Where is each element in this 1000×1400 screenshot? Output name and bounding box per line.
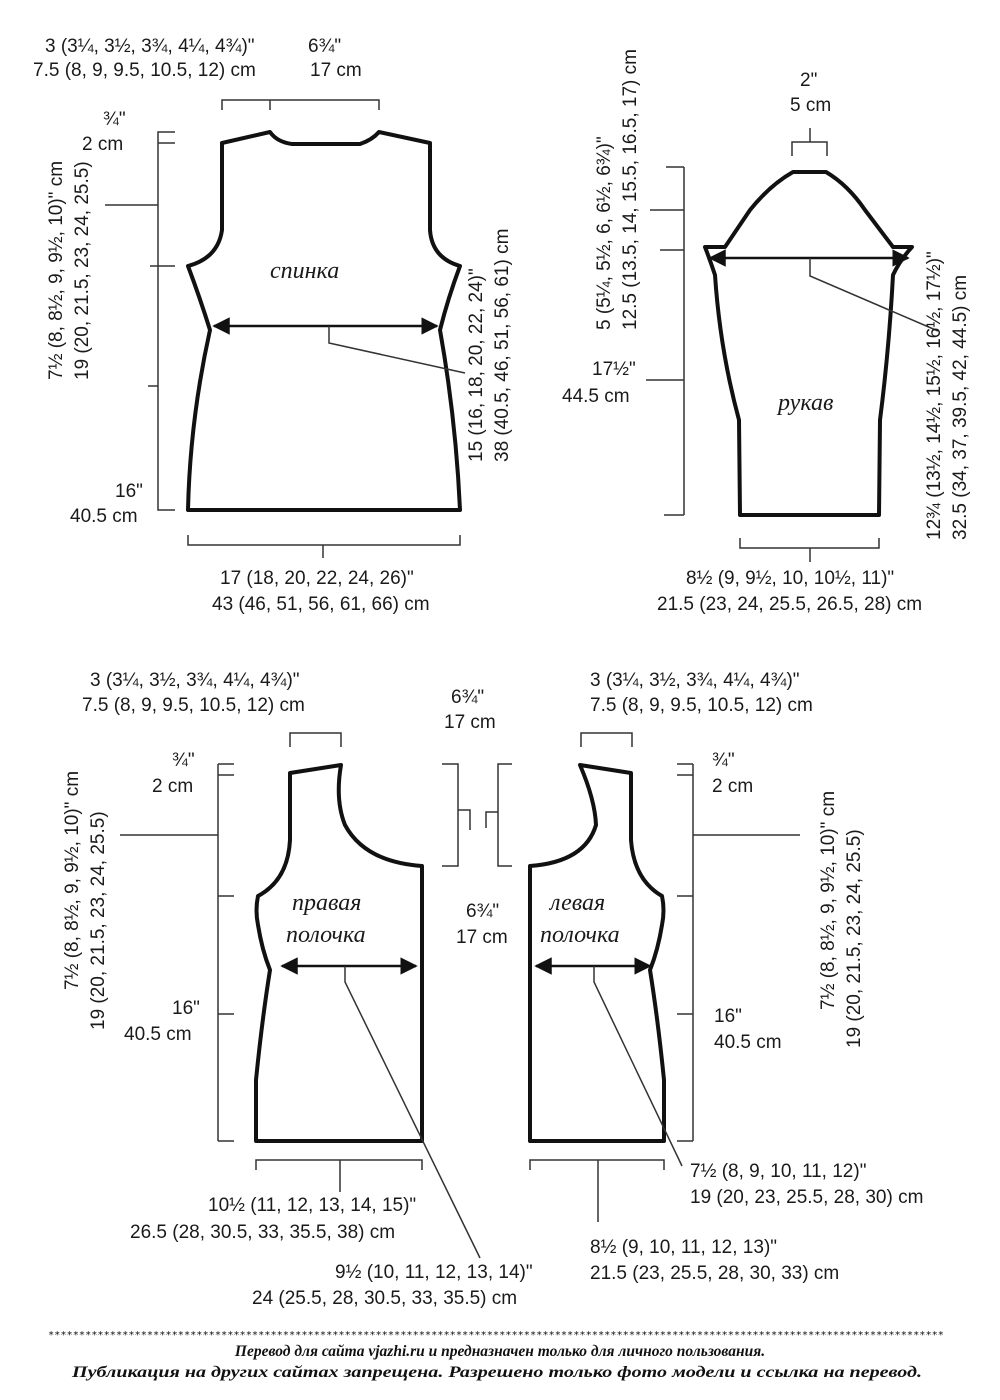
left-front-armhole-in: 7½ (8, 8½, 9, 9½, 10)" cm bbox=[818, 790, 839, 1010]
sleeve-length-cm: 44.5 cm bbox=[562, 386, 630, 407]
footer-line-1: Перевод для сайта vjazhi.ru и предназначен только для личного пользования. bbox=[234, 1343, 766, 1360]
right-front-armhole-cm: 19 (20, 21.5, 23, 24, 25.5) bbox=[88, 811, 109, 1030]
left-front-drop-in: ¾" bbox=[712, 750, 735, 771]
sleeve-cap-cm: 12.5 (13.5, 14, 15.5, 16.5, 17) cm bbox=[620, 49, 641, 330]
right-front-title-1: правая bbox=[292, 890, 362, 916]
left-front-shoulder-cm: 7.5 (8, 9, 9.5, 10.5, 12) cm bbox=[590, 695, 813, 716]
back-top-dim bbox=[222, 100, 379, 110]
left-front-top-dim bbox=[581, 733, 632, 747]
back-title: спинка bbox=[270, 258, 340, 284]
neck-depth-in-bottom: 6¾" bbox=[466, 901, 500, 922]
right-front-drop-in: ¾" bbox=[172, 750, 195, 771]
right-front-hem-cm: 26.5 (28, 30.5, 33, 35.5, 38) cm bbox=[130, 1222, 396, 1243]
right-front-drop-cm: 2 cm bbox=[152, 776, 194, 797]
sleeve-title: рукав bbox=[778, 390, 834, 416]
right-front-hem-dim bbox=[256, 1160, 422, 1192]
left-front-drop-cm: 2 cm bbox=[712, 776, 754, 797]
right-front-shoulder-in: 3 (3¼, 3½, 3¾, 4¼, 4¾)" bbox=[90, 670, 300, 691]
right-front-shoulder-cm: 7.5 (8, 9, 9.5, 10.5, 12) cm bbox=[82, 695, 305, 716]
left-front-waist-leader bbox=[594, 966, 682, 1166]
left-front-shoulder-in: 3 (3¼, 3½, 3¾, 4¼, 4¾)" bbox=[590, 670, 800, 691]
right-front-waist-in: 9½ (10, 11, 12, 13, 14)" bbox=[335, 1262, 533, 1283]
left-front-waist-cm: 19 (20, 23, 25.5, 28, 30) cm bbox=[690, 1187, 924, 1208]
sleeve-cuff-cm: 21.5 (23, 24, 25.5, 26.5, 28) cm bbox=[657, 594, 923, 615]
back-shoulder-cm: 7.5 (8, 9, 9.5, 10.5, 12) cm bbox=[33, 60, 256, 81]
right-front-top-dim bbox=[290, 733, 341, 747]
neck-depth-dim-left bbox=[442, 764, 470, 866]
back-drop-cm: 2 cm bbox=[82, 134, 124, 155]
sleeve-length-in: 17½" bbox=[592, 359, 636, 380]
sleeve-top-dim bbox=[792, 128, 827, 156]
right-front-length-cm: 40.5 cm bbox=[124, 1024, 192, 1045]
left-front-hem-in: 8½ (9, 10, 11, 12, 13)" bbox=[590, 1237, 778, 1258]
back-length-cm: 40.5 cm bbox=[70, 506, 138, 527]
sleeve-cap-in: 5 (5¼, 5½, 6, 6½, 6¾)" bbox=[594, 136, 615, 330]
sleeve-top-in: 2" bbox=[800, 70, 818, 91]
footer-line-2: Публикация на других сайтах запрещена. Разрешено только фото модели и ссылка на перевод. bbox=[70, 1364, 922, 1381]
back-outline bbox=[188, 132, 460, 510]
right-front-length-in: 16" bbox=[172, 998, 200, 1019]
sleeve-cuff-in: 8½ (9, 9½, 10, 10½, 11)" bbox=[686, 568, 895, 589]
back-left-dim bbox=[105, 132, 175, 510]
sleeve-width-leader bbox=[810, 258, 938, 331]
left-front-hem-cm: 21.5 (23, 25.5, 28, 30, 33) cm bbox=[590, 1263, 840, 1284]
right-front-waist-cm: 24 (25.5, 28, 30.5, 33, 35.5) cm bbox=[252, 1288, 518, 1309]
sleeve-top-cm: 5 cm bbox=[790, 95, 832, 116]
left-front-title-2: полочка bbox=[540, 922, 620, 948]
left-front-group bbox=[530, 670, 923, 1284]
sleeve-outline bbox=[705, 172, 912, 515]
back-neck-cm: 17 cm bbox=[310, 60, 362, 81]
back-armhole-cm: 19 (20, 21.5, 23, 24, 25.5) bbox=[72, 161, 93, 380]
neck-depth-dim-right bbox=[486, 764, 512, 866]
left-front-length-cm: 40.5 cm bbox=[714, 1032, 782, 1053]
sleeve-width-cm: 32.5 (34, 37, 39.5, 42, 44.5) cm bbox=[950, 274, 971, 540]
sleeve-left-dim bbox=[646, 167, 684, 515]
footer bbox=[48, 1330, 944, 1381]
sleeve-cuff-dim bbox=[740, 538, 879, 562]
back-drop-in: ¾" bbox=[103, 109, 126, 130]
left-front-hem-dim bbox=[530, 1160, 664, 1222]
back-hem-dim bbox=[188, 535, 460, 558]
right-front-title-2: полочка bbox=[286, 922, 366, 948]
left-front-right-dim bbox=[677, 764, 800, 1141]
right-front-hem-in: 10½ (11, 12, 13, 14, 15)" bbox=[208, 1195, 417, 1216]
footer-stars: ************************************************************************************************************************************************* bbox=[48, 1330, 944, 1341]
right-front-outline bbox=[256, 765, 422, 1141]
right-front-left-dim bbox=[120, 764, 234, 1141]
back-hem-in: 17 (18, 20, 22, 24, 26)" bbox=[220, 568, 414, 589]
back-neck-in: 6¾" bbox=[308, 36, 342, 57]
left-front-title-1: левая bbox=[550, 890, 606, 916]
neck-depth-cm-bottom: 17 cm bbox=[456, 927, 508, 948]
left-front-waist-in: 7½ (8, 9, 10, 11, 12)" bbox=[690, 1161, 867, 1182]
back-shoulder-in: 3 (3¼, 3½, 3¾, 4¼, 4¾)" bbox=[45, 36, 255, 57]
sleeve-piece-group bbox=[562, 49, 971, 615]
back-length-in: 16" bbox=[115, 481, 143, 502]
right-front-armhole-in: 7½ (8, 8½, 9, 9½, 10)" cm bbox=[62, 770, 83, 990]
neck-depth-in-top: 6¾" bbox=[451, 687, 485, 708]
back-hem-cm: 43 (46, 51, 56, 61, 66) cm bbox=[212, 594, 430, 615]
back-piece-group bbox=[33, 36, 513, 615]
neck-depth-cm-top: 17 cm bbox=[444, 712, 496, 733]
back-armhole-in: 7½ (8, 8½, 9, 9½, 10)" cm bbox=[46, 160, 67, 380]
back-waist-in: 15 (16, 18, 20, 22, 24)" bbox=[466, 268, 487, 462]
neck-depth-group bbox=[442, 687, 512, 948]
back-waist-cm: 38 (40.5, 46, 51, 56, 61) cm bbox=[492, 228, 513, 462]
left-front-armhole-cm: 19 (20, 21.5, 23, 24, 25.5) bbox=[844, 829, 865, 1048]
right-front-group bbox=[62, 670, 533, 1309]
left-front-length-in: 16" bbox=[714, 1006, 742, 1027]
sleeve-width-in: 12¾ (13½, 14½, 15½, 16½, 17½)" bbox=[924, 251, 945, 540]
